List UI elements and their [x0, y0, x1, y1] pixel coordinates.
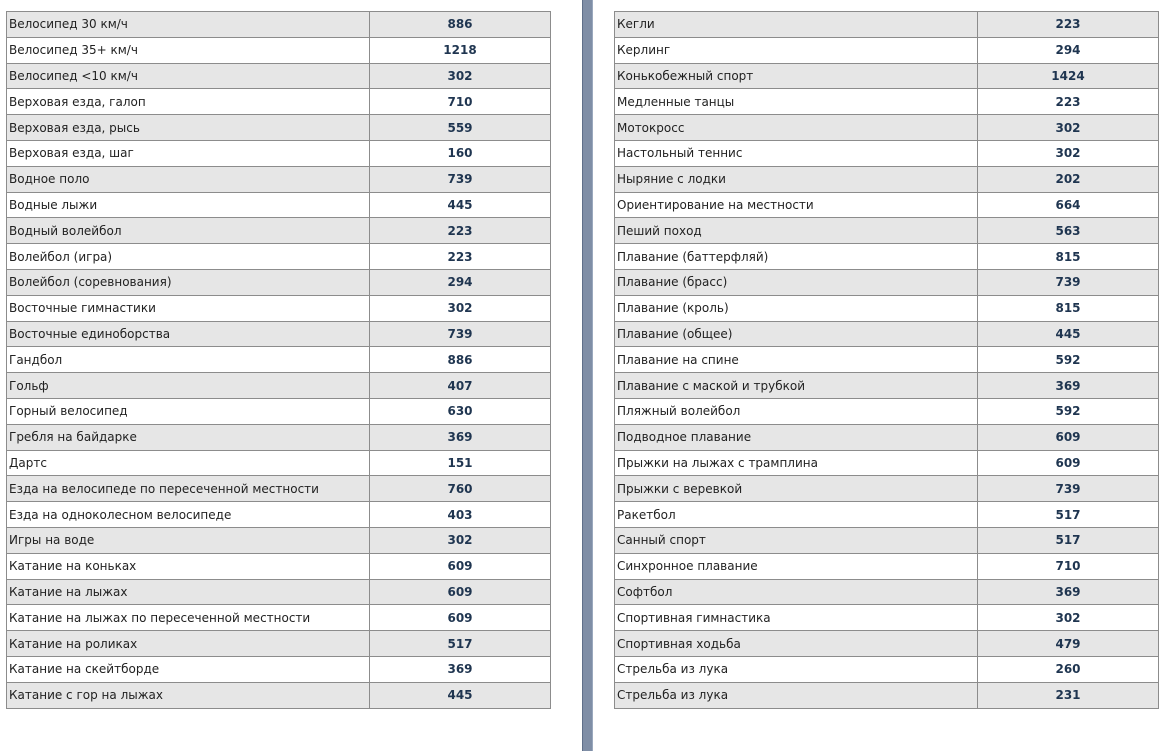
- activity-table-left: [6, 11, 551, 709]
- activity-name-cell: Верховая езда, рысь: [7, 115, 370, 141]
- activity-name-cell: Дартс: [7, 450, 370, 476]
- calorie-value-cell: 302: [370, 63, 551, 89]
- calorie-value-cell: 1218: [370, 37, 551, 63]
- activity-name-cell: Катание с гор на лыжах: [7, 682, 370, 708]
- activity-name-cell: Велосипед <10 км/ч: [7, 63, 370, 89]
- calorie-value-cell: 223: [370, 244, 551, 270]
- calorie-value-cell: 302: [978, 605, 1159, 631]
- calorie-value-cell: 630: [370, 398, 551, 424]
- table-row: [7, 373, 551, 399]
- table-row: [7, 656, 551, 682]
- table-row: [615, 631, 1159, 657]
- calorie-value-cell: 302: [978, 140, 1159, 166]
- calorie-value-cell: 445: [978, 321, 1159, 347]
- activity-name-cell: Езда на велосипеде по пересеченной местности: [7, 476, 370, 502]
- table-row: [615, 115, 1159, 141]
- calorie-value-cell: 739: [978, 476, 1159, 502]
- calorie-value-cell: 231: [978, 682, 1159, 708]
- table-row: [7, 347, 551, 373]
- activity-name-cell: Прыжки на лыжах с трамплина: [615, 450, 978, 476]
- table-row: [615, 37, 1159, 63]
- calorie-value-cell: 407: [370, 373, 551, 399]
- calorie-value-cell: 445: [370, 192, 551, 218]
- calorie-value-cell: 369: [978, 579, 1159, 605]
- activity-name-cell: Плавание на спине: [615, 347, 978, 373]
- activity-name-cell: Плавание (кроль): [615, 295, 978, 321]
- calorie-value-cell: 369: [978, 373, 1159, 399]
- activity-name-cell: Волейбол (соревнования): [7, 269, 370, 295]
- table-row: [7, 682, 551, 708]
- activity-name-cell: Гольф: [7, 373, 370, 399]
- activity-name-cell: Волейбол (игра): [7, 244, 370, 270]
- activity-name-cell: Стрельба из лука: [615, 656, 978, 682]
- calorie-value-cell: 517: [370, 631, 551, 657]
- table-row: [615, 424, 1159, 450]
- calorie-value-cell: 559: [370, 115, 551, 141]
- table-row: [615, 527, 1159, 553]
- activity-name-cell: Синхронное плавание: [615, 553, 978, 579]
- table-row: [615, 579, 1159, 605]
- table-row: [615, 218, 1159, 244]
- table-row: [7, 398, 551, 424]
- activity-name-cell: Пеший поход: [615, 218, 978, 244]
- column-divider: [582, 0, 593, 751]
- activity-name-cell: Восточные гимнастики: [7, 295, 370, 321]
- activity-name-cell: Мотокросс: [615, 115, 978, 141]
- calorie-value-cell: 223: [370, 218, 551, 244]
- table-row: [615, 656, 1159, 682]
- calorie-value-cell: 886: [370, 12, 551, 38]
- activity-name-cell: Прыжки с веревкой: [615, 476, 978, 502]
- table-row: [7, 631, 551, 657]
- calorie-value-cell: 369: [370, 656, 551, 682]
- calorie-value-cell: 294: [978, 37, 1159, 63]
- activity-name-cell: Игры на воде: [7, 527, 370, 553]
- activity-name-cell: Спортивная ходьба: [615, 631, 978, 657]
- activity-name-cell: Велосипед 35+ км/ч: [7, 37, 370, 63]
- table-row: [7, 244, 551, 270]
- table-row: [615, 373, 1159, 399]
- table-row: [615, 295, 1159, 321]
- activity-name-cell: Подводное плавание: [615, 424, 978, 450]
- table-row: [7, 63, 551, 89]
- table-row: [7, 89, 551, 115]
- calorie-value-cell: 739: [370, 166, 551, 192]
- calorie-value-cell: 223: [978, 12, 1159, 38]
- activity-name-cell: Катание на скейтборде: [7, 656, 370, 682]
- table-row: [7, 218, 551, 244]
- activity-name-cell: Катание на лыжах: [7, 579, 370, 605]
- calorie-value-cell: 369: [370, 424, 551, 450]
- activity-name-cell: Плавание (баттерфляй): [615, 244, 978, 270]
- activity-name-cell: Водное поло: [7, 166, 370, 192]
- activity-name-cell: Софтбол: [615, 579, 978, 605]
- activity-name-cell: Кегли: [615, 12, 978, 38]
- activity-name-cell: Ориентирование на местности: [615, 192, 978, 218]
- activity-name-cell: Санный спорт: [615, 527, 978, 553]
- calorie-value-cell: 609: [370, 605, 551, 631]
- calorie-value-cell: 710: [370, 89, 551, 115]
- calorie-value-cell: 202: [978, 166, 1159, 192]
- table-row: [615, 244, 1159, 270]
- activity-name-cell: Ныряние с лодки: [615, 166, 978, 192]
- table-row: [615, 12, 1159, 38]
- activity-name-cell: Стрельба из лука: [615, 682, 978, 708]
- activity-name-cell: Керлинг: [615, 37, 978, 63]
- calorie-value-cell: 592: [978, 347, 1159, 373]
- calorie-value-cell: 479: [978, 631, 1159, 657]
- table-row: [615, 166, 1159, 192]
- calorie-value-cell: 445: [370, 682, 551, 708]
- table-row: [7, 269, 551, 295]
- table-row: [615, 321, 1159, 347]
- table-row: [615, 502, 1159, 528]
- table-row: [615, 63, 1159, 89]
- calorie-value-cell: 403: [370, 502, 551, 528]
- table-row: [615, 140, 1159, 166]
- table-row: [7, 502, 551, 528]
- calorie-value-cell: 664: [978, 192, 1159, 218]
- calorie-value-cell: 260: [978, 656, 1159, 682]
- table-row: [7, 115, 551, 141]
- calorie-value-cell: 563: [978, 218, 1159, 244]
- table-row: [7, 527, 551, 553]
- calorie-value-cell: 517: [978, 527, 1159, 553]
- activity-name-cell: Спортивная гимнастика: [615, 605, 978, 631]
- activity-name-cell: Велосипед 30 км/ч: [7, 12, 370, 38]
- table-row: [615, 192, 1159, 218]
- calorie-value-cell: 609: [370, 553, 551, 579]
- calorie-value-cell: 302: [978, 115, 1159, 141]
- table-row: [7, 424, 551, 450]
- activity-name-cell: Езда на одноколесном велосипеде: [7, 502, 370, 528]
- calorie-value-cell: 815: [978, 295, 1159, 321]
- activity-table-right: [614, 11, 1159, 709]
- activity-name-cell: Водные лыжи: [7, 192, 370, 218]
- table-row: [7, 192, 551, 218]
- activity-name-cell: Медленные танцы: [615, 89, 978, 115]
- table-row: [615, 682, 1159, 708]
- table-row: [7, 140, 551, 166]
- table-row: [615, 450, 1159, 476]
- calorie-value-cell: 815: [978, 244, 1159, 270]
- activity-name-cell: Катание на коньках: [7, 553, 370, 579]
- activity-name-cell: Настольный теннис: [615, 140, 978, 166]
- activity-name-cell: Плавание (общее): [615, 321, 978, 347]
- table-row: [7, 605, 551, 631]
- calorie-value-cell: 151: [370, 450, 551, 476]
- calorie-value-cell: 1424: [978, 63, 1159, 89]
- table-row: [7, 450, 551, 476]
- activity-name-cell: Верховая езда, галоп: [7, 89, 370, 115]
- activity-name-cell: Катание на лыжах по пересеченной местности: [7, 605, 370, 631]
- calorie-value-cell: 609: [370, 579, 551, 605]
- calorie-value-cell: 710: [978, 553, 1159, 579]
- table-row: [7, 12, 551, 38]
- activity-name-cell: Верховая езда, шаг: [7, 140, 370, 166]
- activity-name-cell: Гандбол: [7, 347, 370, 373]
- table-row: [615, 605, 1159, 631]
- table-row: [7, 321, 551, 347]
- table-row: [615, 553, 1159, 579]
- table-row: [7, 37, 551, 63]
- calorie-value-cell: 592: [978, 398, 1159, 424]
- calorie-value-cell: 223: [978, 89, 1159, 115]
- calorie-value-cell: 294: [370, 269, 551, 295]
- table-row: [7, 476, 551, 502]
- activity-name-cell: Ракетбол: [615, 502, 978, 528]
- table-row: [7, 166, 551, 192]
- calorie-value-cell: 739: [978, 269, 1159, 295]
- calorie-value-cell: 302: [370, 527, 551, 553]
- activity-name-cell: Водный волейбол: [7, 218, 370, 244]
- calorie-value-cell: 739: [370, 321, 551, 347]
- calorie-value-cell: 160: [370, 140, 551, 166]
- table-row: [615, 476, 1159, 502]
- activity-name-cell: Гребля на байдарке: [7, 424, 370, 450]
- activity-name-cell: Плавание с маской и трубкой: [615, 373, 978, 399]
- calorie-value-cell: 886: [370, 347, 551, 373]
- table-row: [7, 295, 551, 321]
- calorie-value-cell: 760: [370, 476, 551, 502]
- calorie-value-cell: 609: [978, 450, 1159, 476]
- activity-name-cell: Плавание (брасс): [615, 269, 978, 295]
- table-row: [615, 269, 1159, 295]
- activity-name-cell: Пляжный волейбол: [615, 398, 978, 424]
- table-row: [615, 398, 1159, 424]
- activity-name-cell: Конькобежный спорт: [615, 63, 978, 89]
- calorie-value-cell: 609: [978, 424, 1159, 450]
- table-row: [7, 553, 551, 579]
- table-row: [7, 579, 551, 605]
- activity-name-cell: Восточные единоборства: [7, 321, 370, 347]
- activity-name-cell: Горный велосипед: [7, 398, 370, 424]
- table-row: [615, 347, 1159, 373]
- calorie-value-cell: 517: [978, 502, 1159, 528]
- activity-name-cell: Катание на роликах: [7, 631, 370, 657]
- table-row: [615, 89, 1159, 115]
- calorie-value-cell: 302: [370, 295, 551, 321]
